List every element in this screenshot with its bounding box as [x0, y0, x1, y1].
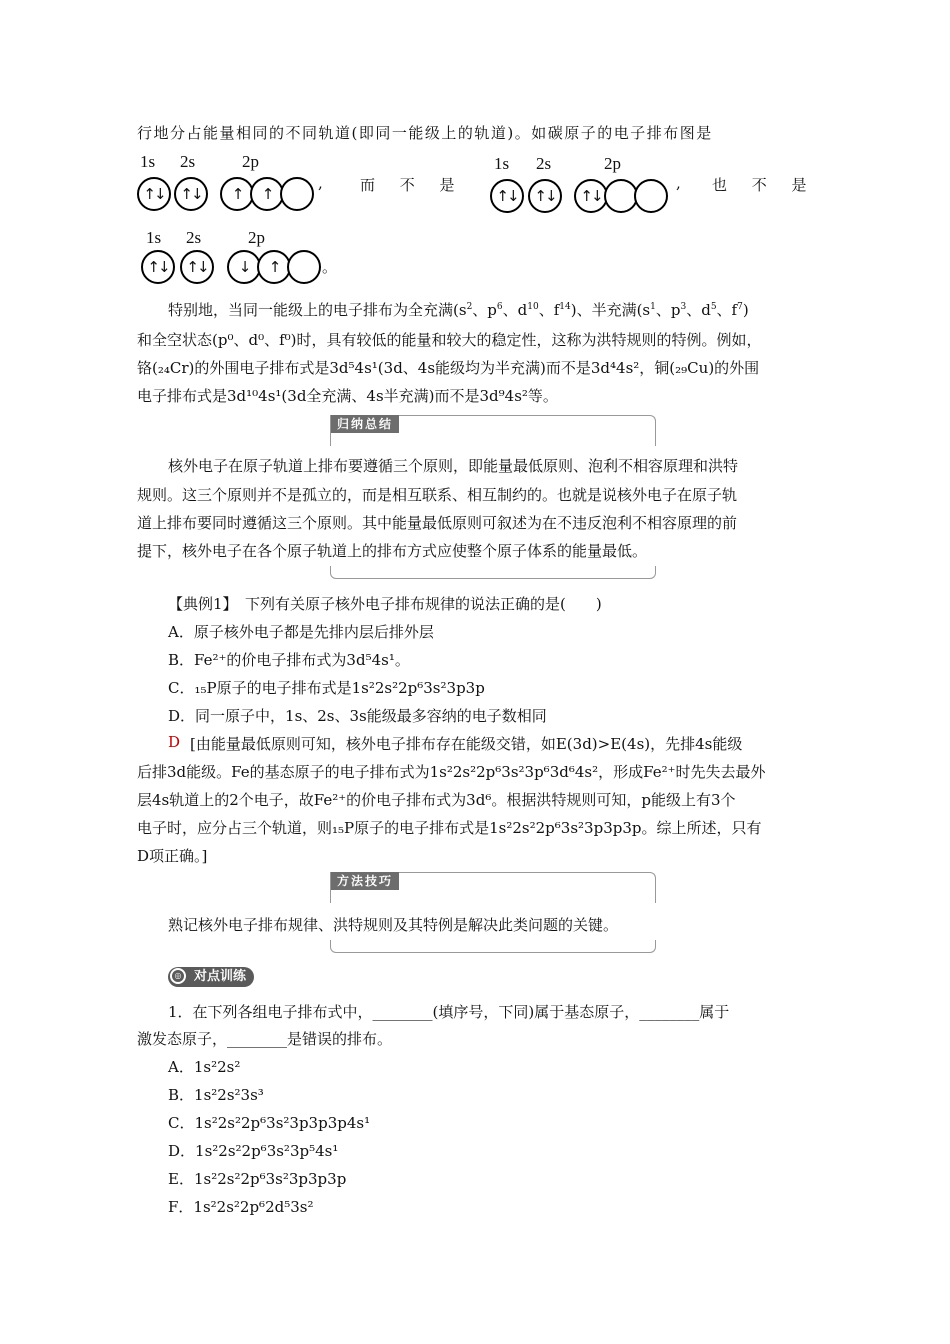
practice-option-e: E．1s²2s²2p⁶3s²3p3p3p: [168, 1170, 347, 1188]
label-2p: 2p: [248, 228, 265, 247]
special-line-4: 电子排布式是3d¹⁰4s¹(3d全充满、4s半充满)而不是3d⁹4s²等。: [137, 387, 558, 405]
orbital-box-2s: ↑↓: [174, 177, 208, 211]
practice-option-f: F．1s²2s²2p⁶2d⁵3s²: [168, 1198, 314, 1216]
orbital-box-1s: ↑↓: [141, 250, 175, 284]
practice-option-d: D．1s²2s²2p⁶3s²3p⁵4s¹: [168, 1142, 339, 1160]
question-1-line-2: 激发态原子，________是错误的排布。: [137, 1030, 393, 1048]
explanation-line-2: 后排3d能级。Fe的基态原子的电子排布式为1s²2s²2p⁶3s²3p⁶3d⁶4s²，形成Fe²⁺时先失去最外: [137, 763, 766, 781]
orbital-box-2s: ↑↓: [528, 179, 562, 213]
orbital-box-2s: ↑↓: [180, 250, 214, 284]
label-1s: 1s: [146, 228, 162, 247]
orbital-box-2p-1: ↓: [227, 250, 261, 284]
summary-line-4: 提下，核外电子在各个原子轨道上的排布方式应使整个原子体系的能量最低。: [137, 542, 648, 560]
orbital-box-2p-2: [604, 179, 638, 213]
label-1s: 1s: [494, 154, 510, 173]
explanation-line-1: [由能量最低原则可知，核外电子排布存在能级交错，如E(3d)>E(4s)，先排4s能级: [190, 735, 743, 753]
method-text: 熟记核外电子排布规律、洪特规则及其特例是解决此类问题的关键。: [168, 916, 619, 934]
not-text: 而 不 是: [360, 176, 465, 194]
special-line-1: 特别地，当同一能级上的电子排布为全充满($s^2$、$p^6$、$d^{10}$、$f^{14}$)、半充满($s^1$、$p^3$、$d^5$、$f^7$): [168, 301, 749, 319]
explanation-line-4: 电子时，应分占三个轨道，则₁₅P原子的电子排布式是1s²2s²2p⁶3s²3p3p3p。综上所述，只有: [137, 819, 762, 837]
method-tag: 方法技巧: [331, 872, 399, 890]
orbital-box-2p-2: ↑: [250, 177, 284, 211]
example-answer: D: [168, 733, 181, 751]
practice-option-a: A．1s²2s²: [168, 1058, 241, 1076]
separator-comma: ,: [676, 174, 681, 192]
practice-badge-label: 对点训练: [194, 969, 247, 984]
practice-option-c: C．1s²2s²2p⁶3s²3p3p3p4s¹: [168, 1114, 371, 1132]
also-not-text: 也 不 是: [712, 176, 817, 194]
end-mark: 。: [322, 258, 338, 276]
intro-line: 行地分占能量相同的不同轨道(即同一能级上的轨道)。如碳原子的电子排布图是: [137, 124, 713, 142]
special-line-2: 和全空状态(p⁰、d⁰、f⁰)时，具有较低的能量和较大的稳定性，这称为洪特规则的特例。例如，: [137, 331, 762, 349]
summary-frame-top: [330, 415, 656, 446]
orbital-box-1s: ↑↓: [137, 177, 171, 211]
example-option-c: C．₁₅P原子的电子排布式是1s²2s²2p⁶3s²3p3p: [168, 679, 485, 697]
explanation-line-5: D项正确。]: [137, 847, 208, 865]
orbital-box-2p-1: ↑: [220, 177, 254, 211]
summary-tag: 归纳总结: [331, 415, 399, 433]
orbital-box-1s: ↑↓: [490, 179, 524, 213]
question-1-line-1: 1．在下列各组电子排布式中，________(填序号，下同)属于基态原子，________属于: [168, 1003, 730, 1021]
special-line-3: 铬(₂₄Cr)的外围电子排布式是3d⁵4s¹(3d、4s能级均为半充满)而不是3d⁴4s²，铜(₂₉Cu)的外围: [137, 359, 760, 377]
orbital-box-2p-3: [287, 250, 321, 284]
explanation-line-3: 层4s轨道上的2个电子，故Fe²⁺的价电子排布式为3d⁶。根据洪特规则可知，p能级上有3个: [137, 791, 736, 809]
label-1s: 1s: [140, 152, 156, 171]
practice-option-b: B．1s²2s²3s³: [168, 1086, 264, 1104]
label-2p: 2p: [242, 152, 259, 171]
summary-line-3: 道上排布要同时遵循这三个原则。其中能量最低原则可叙述为在不违反泡利不相容原理的前: [137, 514, 738, 532]
label-2s: 2s: [536, 154, 552, 173]
method-frame-bottom: [330, 940, 656, 953]
label-2s: 2s: [186, 228, 202, 247]
orbital-box-2p-2: ↑: [257, 250, 291, 284]
orbital-box-2p-3: [280, 177, 314, 211]
example-option-b: B．Fe²⁺的价电子排布式为3d⁵4s¹。: [168, 651, 410, 669]
summary-line-2: 规则。这三个原则并不是孤立的，而是相互联系、相互制约的。也就是说核外电子在原子轨: [137, 486, 738, 504]
example-title: 【典例1】 下列有关原子核外电子排布规律的说法正确的是( ): [168, 595, 602, 613]
practice-badge: [168, 967, 254, 987]
separator-comma: ,: [318, 174, 323, 192]
label-2s: 2s: [180, 152, 196, 171]
example-option-a: A．原子核外电子都是先排内层后排外层: [168, 623, 434, 641]
example-option-d: D．同一原子中，1s、2s、3s能级最多容纳的电子数相同: [168, 707, 547, 725]
label-2p: 2p: [604, 154, 621, 173]
summary-frame-bottom: [330, 566, 656, 579]
target-icon: ◎: [170, 968, 186, 984]
method-frame-top: [330, 872, 656, 903]
orbital-box-2p-3: [634, 179, 668, 213]
orbital-box-2p-1: ↑↓: [574, 179, 608, 213]
summary-line-1: 核外电子在原子轨道上排布要遵循三个原则，即能量最低原则、泡利不相容原理和洪特: [168, 457, 739, 475]
